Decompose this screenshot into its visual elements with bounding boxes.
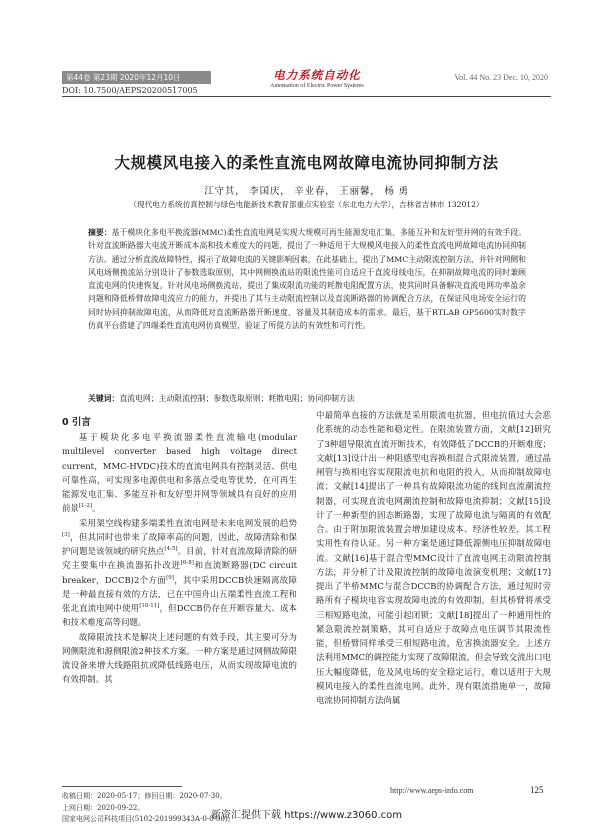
- paragraph-text: 基于模块化多电平换流器柔性直流输电(modular multilevel converter based high voltage direct current，MMC-HVDC)技术的直流电网具有控制灵活、供电可靠性高，可实现多电源供电和多落点受电等优势，在可再生能源发电汇集、多能互补和友好型并网等领域具有良好的应用前景: [62, 432, 297, 514]
- paragraph-text: 采用架空线构建多端柔性直流电网是未来电网发展的趋势: [78, 517, 297, 528]
- footnote-received: 收稿日期：2020-05-17；修回日期：2020-07-30。: [62, 792, 227, 800]
- section-heading: 0 引言: [62, 417, 91, 428]
- keywords: [88, 392, 526, 405]
- abstract-text: 基于模块化多电平换流器(MMC)柔性直流电网是实现大规模可再生能源发电汇集、多能互补和友好型并网的有效手段。针对直流断路器大电流开断成本高和技术难度大的问题，提出了一种适用于大规模风电接入的柔性直流电网故障电流协同抑制方法。通过分析直流故障特性，揭示了故障电流的关键影响因素，在此基础上，提出了MMC主动限流控制方法，并针对网侧和风电场侧换流站分别设计了参数选取原则，其中网侧换流站的限流性能可自适应于直流母线电压，在抑制故障电流的同时兼顾直流电网的快速恢复。针对风电场侧换流站，提出了集成限流功能的耗散电阻配置方法，使其同时具备解决直流电网功率盈余问题和降低桥臂故障电流应力的能力，并提出了其与主动限流控制以及直流断路器的协调配合方法，在保证风电场安全运行的同时协同抑制故障电流，从而降低对直流断路器开断速度、容量及其制造成本的需求。最后，基于RTLAB OP5600实时数字仿真平台搭建了四端柔性直流电网仿真模型，验证了所提方法的有效性和可行性。: [88, 228, 527, 331]
- body-column-right: [316, 408, 551, 707]
- abstract: [88, 226, 526, 332]
- footnote-online: 上网日期：2020-09-22。: [62, 803, 145, 812]
- citation: [1-2]: [78, 503, 93, 510]
- author-list: 江守其， 李国庆， 辛业春， 王丽馨， 杨 勇: [204, 186, 409, 197]
- citation: [4-5]: [164, 546, 178, 553]
- doi-text: DOI: 10.7500/AEPS20200517005: [62, 86, 198, 95]
- keywords-text: 直流电网；主动限流控制；参数选取原则；耗散电阻；协同抑制方法: [119, 394, 355, 403]
- affiliation: （现代电力系统仿真控制与绿色电能新技术教育部重点实验室（东北电力大学），吉林省吉林市 132012）: [129, 200, 484, 209]
- citation: [6-8]: [180, 560, 194, 567]
- footnote-divider: [62, 786, 182, 787]
- citation: [3]: [62, 531, 70, 538]
- paragraph-text: 。目前，针对直流故障清除的研究主要集中在换流器拓扑改进: [62, 546, 297, 571]
- journal-website: http://www.aeps-info.com: [390, 786, 474, 795]
- paragraph: [62, 516, 297, 630]
- body-column-left: [62, 430, 297, 687]
- footnote-funding: 国家电网公司科技项目(5102-201999343A-0-0-00)。: [62, 815, 235, 823]
- abstract-label: 摘要：: [88, 228, 112, 237]
- paragraph-text: ，但DCCB仍存在开断容量大、成本和技术难度高等问题。: [62, 603, 297, 628]
- keywords-label: 关键词：: [88, 394, 120, 403]
- issue-badge: 第44卷 第23期 2020年12月10日: [62, 71, 211, 84]
- citation: [9]: [166, 574, 174, 581]
- header-divider: [62, 96, 551, 97]
- download-watermark: 新资汇提供下载 https://www.z3060.com: [210, 810, 403, 821]
- article-title: 大规模风电接入的柔性直流电网故障电流协同抑制方法: [114, 154, 499, 172]
- journal-logo: [262, 69, 372, 90]
- volume-info: Vol. 44 No. 23 Dec. 10, 2020: [454, 73, 548, 82]
- paragraph: 基于模块化多电平换流器柔性直流输电(modular multilevel converter based high voltage direct current，MMC-HVDC)技术的直流电网具有控制灵活、供电可靠性高，可实现多电源供电和多落点受电等优势，在可再生能源发电汇集、多能互补和友好型并网等领域具有良好的应用前景[1-2]。: [62, 432, 297, 514]
- paragraph-text: ，其中采用DCCB快速隔离故障是一种最直接有效的方法，已在中国舟山五端柔性直流工程和张北直流电网中使用: [62, 574, 297, 613]
- citation: [10-11]: [139, 603, 160, 610]
- journal-name-en: Automation of Electric Power Systems: [270, 83, 364, 89]
- paragraph: 故障限流技术是解决上述问题的有效手段，其主要可分为网侧限流和源侧限流2种技术方案。一种方案是通过网侧故障限流设备来增大线路阻抗或降低线路电压，从而实现故障电流的有效抑制。其: [62, 631, 297, 685]
- journal-name-cn: 电力系统自动化: [273, 68, 361, 82]
- page-number: 125: [530, 785, 544, 795]
- paragraph-text: 和直流断路器(DC circuit breaker，DCCB)2个方面: [62, 560, 298, 585]
- paragraph: 中最简单直接的方法就是采用限流电抗器，但电抗值过大会恶化系统的动态性能和稳定性。在限流装置方面，文献[12]研究了3种超导限流直流开断技术，有效降低了DCCB的开断难度；文献[13]设计出一种阻感型电容换相混合式限流装置，通过晶闸管与换相电容实现限流电抗和电阻的投入，从而抑制故障电流；文献[14]提出了一种具有故障限流功能的线间直流潮流控制器，可实现直流电网潮流控制和故障电流抑制；文献[15]设计了一种新型的固态断路器，实现了故障电流与隔离的有效配合。由于附加限流装置会增加建设成本、经济性较差，其工程实用性有待认证。另一种方案是通过降低源侧电压抑制故障电流。文献[16]基于混合型MMC设计了直流电网主动限流控制方法，并分析了计及限流控制的故障电流演变机理；文献[17]提出了半桥MMC与混合DCCB的协调配合方法，通过短时旁路所有子模块电容实现故障电流的有效抑制，但其桥臂将承受三相短路电流，可能引起闭锁；文献[18]提出了一种通用性的紧急限流控制策略，其可自适应于故障点电压调节其限流性能，但桥臂同样承受三相短路电流，危害换流器安全。上述方法利用MMC的调控能力实现了故障限流，但会导致交流出口电压大幅度降低，危及风电场的安全稳定运行，难以适用于大规模风电接入的柔性直流电网。此外，现有限流措施单一，故障电流协同抑制方法尚属: [316, 410, 551, 705]
- paragraph-text: ，但其同时也带来了故障率高的问题，因此，故障清除和保护问题是该领域的研究热点: [62, 531, 297, 556]
